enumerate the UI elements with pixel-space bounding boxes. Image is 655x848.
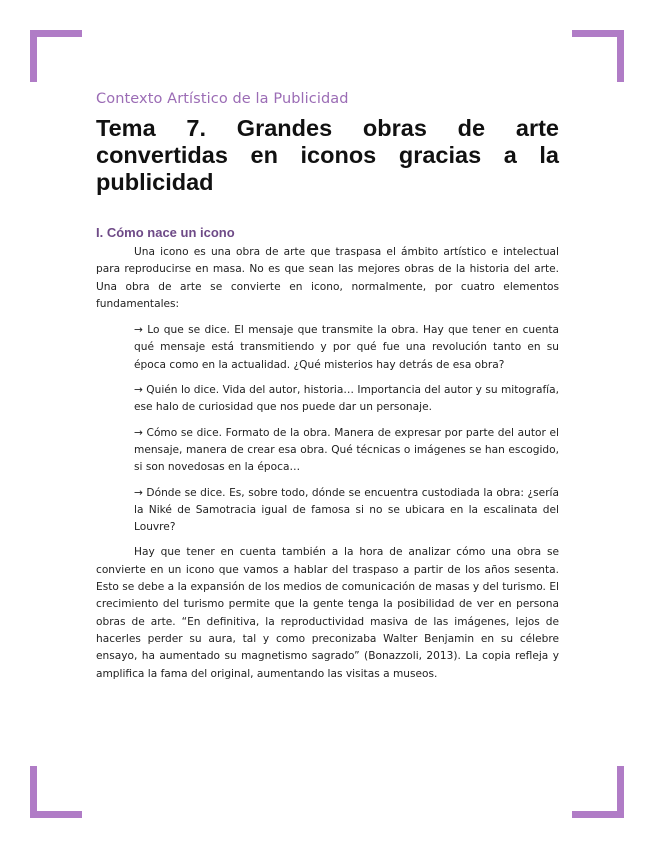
corner-mark-top-left (30, 30, 82, 82)
page-title: Tema 7. Grandes obras de arte convertidas en iconos gracias a la publicidad (96, 115, 559, 195)
intro-paragraph: Una icono es una obra de arte que traspasa el ámbito artístico e intelectual para reproducirse en masa. No es que sean las mejores obras de la historia del arte. Una obra de arte se convierte en icono, normalmente, por cuatro elementos fundamentales: (96, 246, 559, 310)
section-heading: I. Cómo nace un icono (96, 225, 235, 240)
bullet-item: → Cómo se dice. Formato de la obra. Manera de expresar por parte del autor el mensaje, manera de crear esa obra. Qué técnicas o imágenes se han escogido, si son novedosas en la época… (134, 426, 559, 474)
bullet-item: → Lo que se dice. El mensaje que transmite la obra. Hay que tener en cuenta qué mensaje está transmitiendo y por qué fue una revolución tanto en su época como en la actualidad. ¿Qué misterios hay detrás de esa obra? (134, 324, 559, 371)
bullet-list (134, 322, 559, 536)
corner-mark-bottom-left (30, 766, 82, 818)
bullet-item: → Dónde se dice. Es, sobre todo, dónde se encuentra custodiada la obra: ¿sería la Niké de Samotracia igual de famosa si no se ubicara en la escalinata del Louvre? (134, 486, 559, 534)
closing-paragraph: Hay que tener en cuenta también a la hora de analizar cómo una obra se convierte en un icono que vamos a hablar del traspaso a partir de los años sesenta. Esto se debe a la expansión de los medios de comunicación de masas y del turismo. El crecimiento del turismo permite que la gente tenga la posibilidad de ver en persona obras de arte. “En definitiva, la reproductividad masiva de las imágenes, lejos de hacerles perder su aura, tal y como preconizaba Walter Benjamin en su célebre ensayo, ha aumentado su magnetismo sagrado” (Bonazzoli, 2013). La copia refleja y amplifica la fama del original, aumentando las visitas a museos. (96, 546, 559, 680)
corner-mark-bottom-right (572, 766, 624, 818)
bullet-item: → Quién lo dice. Vida del autor, historia… Importancia del autor y su mitografía, ese halo de curiosidad que nos puede dar un personaje. (134, 384, 559, 414)
course-subtitle: Contexto Artístico de la Publicidad (96, 91, 349, 107)
corner-mark-top-right (572, 30, 624, 82)
page-content (96, 91, 559, 683)
